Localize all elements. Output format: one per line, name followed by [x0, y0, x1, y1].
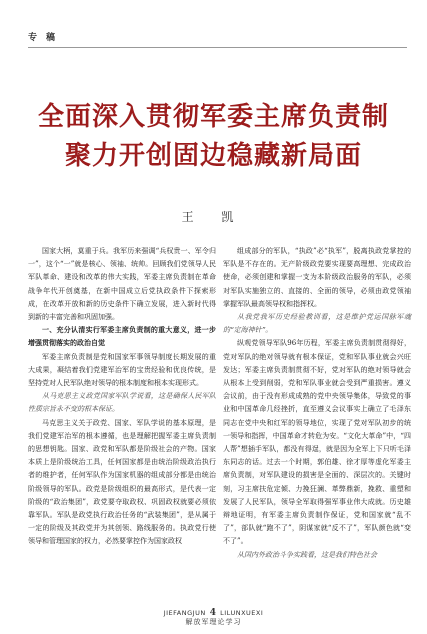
page-footer — [0, 609, 427, 627]
body-paragraph: 组成部分的军队，“执政”必“执军”，脱离执政党掌控的军队是不存在的。无产阶级政党要实现要高理想、完成政治使命，必须创建和掌握一支为本阶级政治服务的军队，必须对军队实施独立的、直接的、全面的领导，必须由政党领袖掌握军队最高领导权和指挥权。 — [223, 247, 411, 308]
body-column-left — [28, 245, 216, 549]
footer-pinyin-left: JIEFANGJUN — [163, 609, 206, 617]
body-paragraph: 国家大柄，莫重于兵。我军历来强调“兵权贵一、军令归一”，这个“一”就是核心、领袖、统帅。回顾我们党领导人民军队革命、建设和改革的伟大实践，军委主席负责制在革命战争年代开创奠基，在新中国成立后党执政条件下探索形成，在改革开放和新的历史条件下确立发展，进入新时代得到新的丰富完善和巩固加强。 — [28, 247, 216, 322]
body-column-right — [223, 245, 411, 562]
article-title-line-1: 全面深入贯彻军委主席负责制 — [37, 102, 389, 132]
page-number: 4 — [209, 608, 217, 618]
section-heading: 一、充分认清实行军委主席负责制的重大意义，进一步增强贯彻落实的政治自觉 — [28, 326, 216, 348]
lead-in-paragraph: 从我党我军历史经验教训看，这是维护党运国脉军魂的“定海神针”。 — [223, 313, 411, 335]
article-title-line-2: 聚力开创固边稳藏新局面 — [64, 141, 362, 171]
author-name: 王 凯 — [181, 210, 246, 224]
body-paragraph: 马克思主义关于政党、国家、军队学说的基本原理，是我们党建军治军的根本遵循，也是理解把握军委主席负责制的思想钥匙。国家、政党和军队都是阶级社会的产物。国家本质上是阶级统治工具，任何国家都是由统治阶级政治执行者的维护者，任何军队作为国家机器的组成部分都是由统治阶级领导的军队。政党是阶级组织的最高形式，是代表一定阶级的“政治集团”，政党要夺取政权、巩固政权就要必须依靠军队。军队是政党执行政治任务的“武装集团”，是从属于一定的阶级及其政党并为其创领、路线服务的。执政党行使领导和管理国家的权力，必然要掌控作为国家政权 — [28, 418, 216, 546]
column-tag: 专稿 — [28, 33, 65, 43]
lead-in-paragraph: 从国内外政治斗争实践看，这是我们特色社会 — [237, 550, 377, 559]
footer-pinyin-right: LILUNXUEXI — [220, 609, 264, 617]
body-paragraph: 军委主席负责制是党和国家军事领导制度长期发展的重大成果，凝结着我们党建军治军的宝贵经验和优良传统，是坚持党对人民军队绝对领导的根本制度和根本实现形式。 — [28, 352, 216, 388]
lead-in-paragraph: 从马克思主义政党国家军队学说看，这是确保人民军队性质宗旨永不变的根本保证。 — [28, 392, 216, 414]
journal-name: 解放军理论学习 — [185, 618, 242, 626]
header-rule — [28, 47, 407, 48]
body-paragraph: 纵观党领导军队96年历程，军委主席负责制贯彻得好，党对军队的绝对领导就有根本保证，党和军队事业就会兴旺发达；军委主席负责制贯彻不好，党对军队的绝对领导就会从根本上受到削弱，党和军队事业就会受到严重损害。遵义会议前，由于没有形成成熟的党中央领导集体，导致党的事业和中国革命几经挫折，直至遵义会议事实上确立了毛泽东同志在党中央和红军的领导地位，实现了党对军队初步的统一领导和指挥，中国革命才转危为安。“文化大革命”中，“四人帮”想插手军队，都没有得逞，就是因为全军上下只听毛泽东同志的话。过去一个时期，郭伯雄、徐才厚等虚化军委主席负责制，对军队建设的损害是全面的、深层次的。关键时刻，习主席扶危定倾、力挽狂澜、革弊鼎新，挽救、重塑和发展了人民军队，领导全军取得强军事业伟大成就。历史雄辩地证明，有军委主席负责制作保证，党和国家就“乱不了”，部队就“跑不了”，阴谋家就“反不了”，军队颜色就“变不了”。 — [223, 339, 411, 546]
